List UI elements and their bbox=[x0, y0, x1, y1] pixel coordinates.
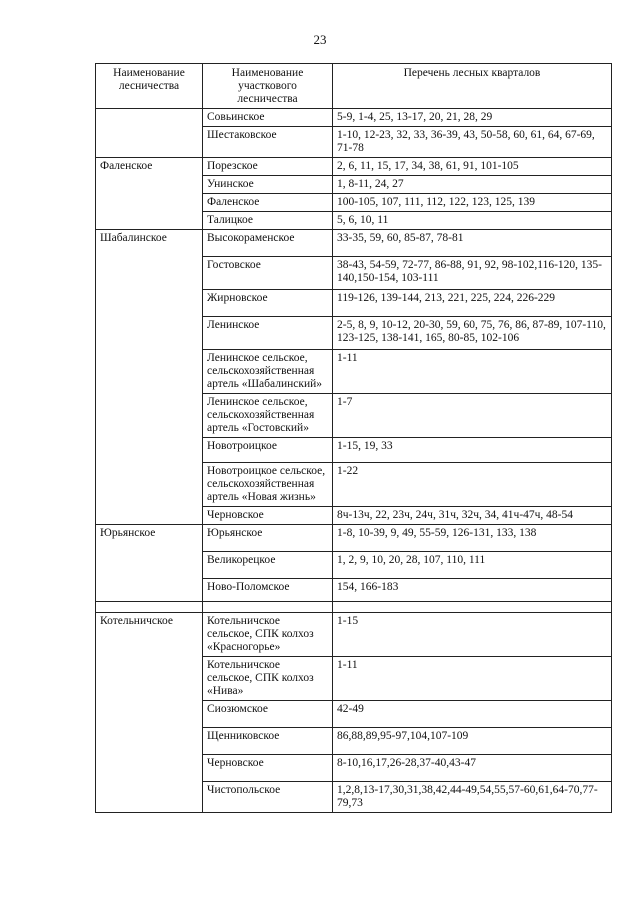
quarters-cell: 1-15 bbox=[333, 613, 612, 657]
table-row bbox=[96, 158, 612, 176]
header-district: Наименование участкового лесничества bbox=[203, 64, 333, 109]
quarters-cell: 1,2,8,13-17,30,31,38,42,44-49,54,55,57-60,61,64-70,77-79,73 bbox=[333, 782, 612, 813]
spacer-row bbox=[96, 602, 612, 613]
district-cell: Ленинское сельское, сельскохозяйственная артель «Шабалинский» bbox=[203, 350, 333, 394]
district-cell: Унинское bbox=[203, 176, 333, 194]
district-cell: Гостовское bbox=[203, 257, 333, 290]
district-cell: Черновское bbox=[203, 755, 333, 782]
quarters-cell: 38-43, 54-59, 72-77, 86-88, 91, 92, 98-102,116-120, 135-140,150-154, 103-111 bbox=[333, 257, 612, 290]
table-row bbox=[96, 109, 612, 127]
forestry-cell: Фаленское bbox=[96, 158, 203, 230]
district-cell: Порезское bbox=[203, 158, 333, 176]
quarters-cell: 1-11 bbox=[333, 657, 612, 701]
forestry-cell: Шабалинское bbox=[96, 230, 203, 525]
quarters-cell: 1-11 bbox=[333, 350, 612, 394]
quarters-cell: 1-8, 10-39, 9, 49, 55-59, 126-131, 133, 138 bbox=[333, 525, 612, 552]
forestry-cell bbox=[96, 109, 203, 158]
district-cell: Новотроицкое сельское, сельскохозяйственная артель «Новая жизнь» bbox=[203, 463, 333, 507]
quarters-cell: 119-126, 139-144, 213, 221, 225, 224, 226-229 bbox=[333, 290, 612, 317]
table-header-row bbox=[96, 64, 612, 109]
quarters-cell: 154, 166-183 bbox=[333, 579, 612, 602]
quarters-cell: 1, 2, 9, 10, 20, 28, 107, 110, 111 bbox=[333, 552, 612, 579]
district-cell: Фаленское bbox=[203, 194, 333, 212]
district-cell: Высокораменское bbox=[203, 230, 333, 257]
district-cell: Шестаковское bbox=[203, 127, 333, 158]
district-cell: Чистопольское bbox=[203, 782, 333, 813]
quarters-cell: 42-49 bbox=[333, 701, 612, 728]
district-cell: Сиозюмское bbox=[203, 701, 333, 728]
quarters-cell: 100-105, 107, 111, 112, 122, 123, 125, 139 bbox=[333, 194, 612, 212]
quarters-cell: 2-5, 8, 9, 10-12, 20-30, 59, 60, 75, 76, 86, 87-89, 107-110, 123-125, 138-141, 165, 80-85, 102-106 bbox=[333, 317, 612, 350]
district-cell: Черновское bbox=[203, 507, 333, 525]
header-quarters: Перечень лесных кварталов bbox=[333, 64, 612, 109]
quarters-cell: 1-15, 19, 33 bbox=[333, 438, 612, 463]
table-row bbox=[96, 525, 612, 552]
district-cell: Новотроицкое bbox=[203, 438, 333, 463]
quarters-cell: 8ч-13ч, 22, 23ч, 24ч, 31ч, 32ч, 34, 41ч-47ч, 48-54 bbox=[333, 507, 612, 525]
district-cell: Котельничское сельское, СПК колхоз «Красногорье» bbox=[203, 613, 333, 657]
quarters-cell: 2, 6, 11, 15, 17, 34, 38, 61, 91, 101-105 bbox=[333, 158, 612, 176]
district-cell: Котельничское сельское, СПК колхоз «Нива» bbox=[203, 657, 333, 701]
quarters-cell: 1, 8-11, 24, 27 bbox=[333, 176, 612, 194]
district-cell: Ново-Поломское bbox=[203, 579, 333, 602]
page-number: 23 bbox=[313, 32, 327, 47]
district-cell: Щенниковское bbox=[203, 728, 333, 755]
table-row bbox=[96, 230, 612, 257]
district-cell: Совьинское bbox=[203, 109, 333, 127]
forestry-cell: Юрьянское bbox=[96, 525, 203, 602]
quarters-cell: 33-35, 59, 60, 85-87, 78-81 bbox=[333, 230, 612, 257]
district-cell: Великорецкое bbox=[203, 552, 333, 579]
district-cell: Ленинское bbox=[203, 317, 333, 350]
quarters-cell: 8-10,16,17,26-28,37-40,43-47 bbox=[333, 755, 612, 782]
quarters-cell: 1-7 bbox=[333, 394, 612, 438]
district-cell: Талицкое bbox=[203, 212, 333, 230]
district-cell: Жирновское bbox=[203, 290, 333, 317]
quarters-cell: 1-22 bbox=[333, 463, 612, 507]
quarters-cell: 1-10, 12-23, 32, 33, 36-39, 43, 50-58, 60, 61, 64, 67-69, 71-78 bbox=[333, 127, 612, 158]
forestry-cell: Котельничское bbox=[96, 613, 203, 813]
header-forestry: Наименование лесничества bbox=[96, 64, 203, 109]
forest-quarters-table bbox=[95, 63, 612, 813]
quarters-cell: 86,88,89,95-97,104,107-109 bbox=[333, 728, 612, 755]
district-cell: Юрьянское bbox=[203, 525, 333, 552]
quarters-cell: 5, 6, 10, 11 bbox=[333, 212, 612, 230]
district-cell: Ленинское сельское, сельскохозяйственная артель «Гостовский» bbox=[203, 394, 333, 438]
quarters-cell: 5-9, 1-4, 25, 13-17, 20, 21, 28, 29 bbox=[333, 109, 612, 127]
table-row bbox=[96, 613, 612, 657]
